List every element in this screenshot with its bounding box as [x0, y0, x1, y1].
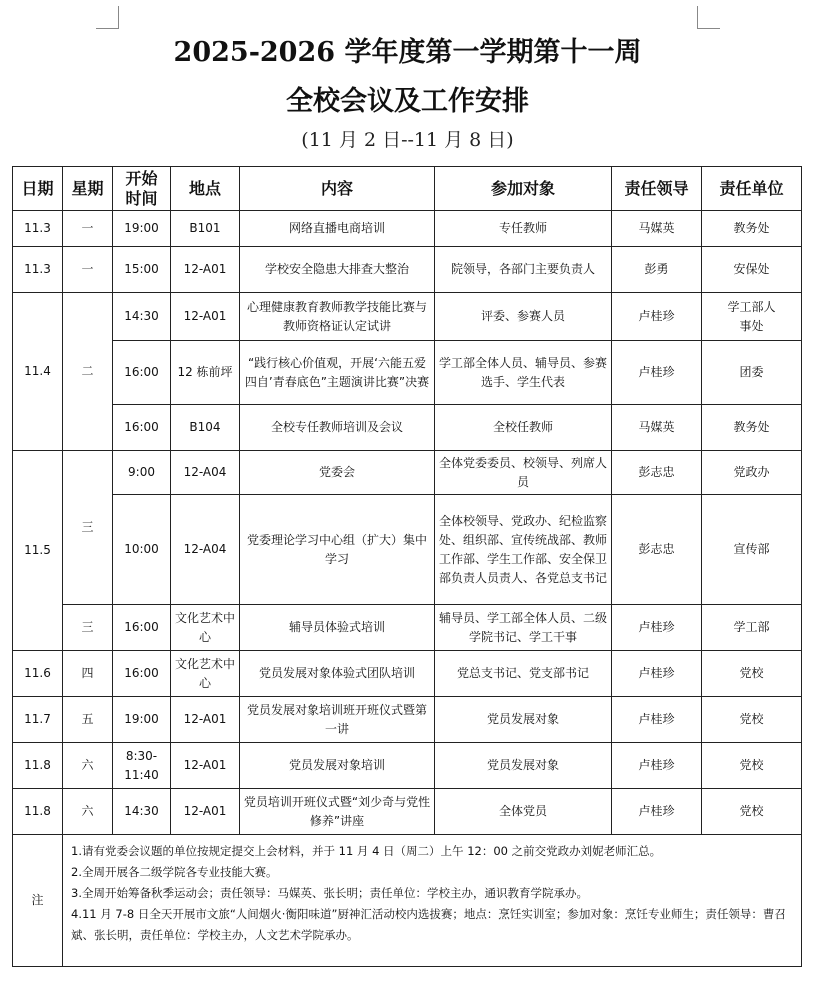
cell-time: 14:30 [113, 789, 171, 835]
cell-time: 8:30-11:40 [113, 743, 171, 789]
header-start-time: 开始时间 [113, 167, 171, 211]
header-unit: 责任单位 [702, 167, 802, 211]
cell-participants: 评委、参赛人员 [435, 293, 612, 341]
cell-content: 党员培训开班仪式暨“刘少奇与党性修养”讲座 [240, 789, 435, 835]
note-item: 2.全周开展各二级学院各专业技能大赛。 [71, 865, 278, 879]
crop-mark-top-left [96, 6, 119, 29]
cell-unit: 学工部 [702, 605, 802, 651]
cell-location: 文化艺术中心 [171, 651, 240, 697]
cell-weekday: 五 [63, 697, 113, 743]
cell-date: 11.3 [13, 211, 63, 247]
cell-participants: 党员发展对象 [435, 743, 612, 789]
cell-location: 12-A01 [171, 697, 240, 743]
table-row [13, 651, 802, 697]
header-content: 内容 [240, 167, 435, 211]
cell-leader: 卢桂珍 [612, 651, 702, 697]
cell-date: 11.6 [13, 651, 63, 697]
cell-unit: 学工部人事处 [702, 293, 802, 341]
cell-time: 16:00 [113, 605, 171, 651]
cell-participants: 全体校领导、党政办、纪检监察处、组织部、宣传统战部、教师工作部、学生工作部、安全保卫部负责人员责人、各党总支书记 [435, 495, 612, 605]
cell-weekday: 六 [63, 743, 113, 789]
note-item: 1.请有党委会议题的单位按规定提交上会材料，并于 11 月 4 日（周二）上午 12：00 之前交党政办刘妮老师汇总。 [71, 844, 662, 858]
cell-leader: 彭勇 [612, 247, 702, 293]
notes-label: 注 [13, 835, 63, 967]
cell-location: B104 [171, 405, 240, 451]
cell-weekday: 六 [63, 789, 113, 835]
date-range: (11 月 2 日--11 月 8 日) [301, 129, 514, 151]
table-row [13, 605, 802, 651]
cell-time: 16:00 [113, 341, 171, 405]
crop-mark-top-right [697, 6, 720, 29]
note-item: 4.11 月 7-8 日全天开展市文旅“人间烟火·衡阳味道”厨神汇活动校内选拔赛；地点：烹饪实训室；参加对象：烹饪专业师生；责任领导：曹召斌、张长明，责任单位：学校主办，人文艺术学院承办。 [71, 907, 786, 942]
cell-participants: 学工部全体人员、辅导员、参赛选手、学生代表 [435, 341, 612, 405]
cell-leader: 卢桂珍 [612, 293, 702, 341]
cell-unit: 党校 [702, 697, 802, 743]
cell-content: 党员发展对象培训班开班仪式暨第一讲 [240, 697, 435, 743]
table-row [13, 495, 802, 605]
cell-time: 10:00 [113, 495, 171, 605]
cell-unit: 党校 [702, 651, 802, 697]
cell-leader: 马媒英 [612, 211, 702, 247]
cell-weekday: 一 [63, 211, 113, 247]
cell-date: 11.3 [13, 247, 63, 293]
cell-participants: 全体党员 [435, 789, 612, 835]
note-item: 3.全周开始筹备秋季运动会；责任领导：马媒英、张长明；责任单位：学校主办，通识教育学院承办。 [71, 886, 588, 900]
table-row [13, 697, 802, 743]
cell-time: 15:00 [113, 247, 171, 293]
document-title: 2025-2026 学年度第一学期第十一周 [173, 37, 642, 68]
cell-content: “践行核心价值观，开展‘六能五爱四自’青春底色”主题演讲比赛”决赛 [240, 341, 435, 405]
cell-content: 党委会 [240, 451, 435, 495]
notes-cell [63, 835, 802, 967]
cell-participants: 院领导，各部门主要负责人 [435, 247, 612, 293]
cell-unit: 党校 [702, 789, 802, 835]
cell-time: 19:00 [113, 697, 171, 743]
table-row [13, 789, 802, 835]
cell-unit: 安保处 [702, 247, 802, 293]
table-row [13, 451, 802, 495]
cell-content: 学校安全隐患大排查大整治 [240, 247, 435, 293]
cell-date: 11.8 [13, 743, 63, 789]
cell-unit: 宣传部 [702, 495, 802, 605]
cell-content: 全校专任教师培训及会议 [240, 405, 435, 451]
cell-unit: 教务处 [702, 211, 802, 247]
cell-content: 党员发展对象培训 [240, 743, 435, 789]
table-row [13, 293, 802, 341]
cell-leader: 卢桂珍 [612, 743, 702, 789]
cell-location: 12-A01 [171, 247, 240, 293]
cell-location: 文化艺术中心 [171, 605, 240, 651]
cell-participants: 党员发展对象 [435, 697, 612, 743]
cell-time: 9:00 [113, 451, 171, 495]
cell-location: 12 栋前坪 [171, 341, 240, 405]
cell-unit: 党校 [702, 743, 802, 789]
cell-unit: 教务处 [702, 405, 802, 451]
cell-location: 12-A01 [171, 743, 240, 789]
header-participants: 参加对象 [435, 167, 612, 211]
cell-content: 党委理论学习中心组（扩大）集中学习 [240, 495, 435, 605]
cell-location: 12-A01 [171, 789, 240, 835]
cell-leader: 卢桂珍 [612, 697, 702, 743]
table-row [13, 743, 802, 789]
cell-time: 16:00 [113, 651, 171, 697]
cell-leader: 卢桂珍 [612, 789, 702, 835]
cell-date: 11.4 [13, 293, 63, 451]
cell-date: 11.8 [13, 789, 63, 835]
header-location: 地点 [171, 167, 240, 211]
cell-location: 12-A01 [171, 293, 240, 341]
table-row [13, 211, 802, 247]
cell-participants: 辅导员、学工部全体人员、二级学院书记、学工干事 [435, 605, 612, 651]
cell-leader: 马媒英 [612, 405, 702, 451]
cell-weekday: 三 [63, 605, 113, 651]
cell-content: 心理健康教育教师教学技能比赛与教师资格证认定试讲 [240, 293, 435, 341]
schedule-table [12, 166, 802, 967]
header-leader: 责任领导 [612, 167, 702, 211]
cell-time: 19:00 [113, 211, 171, 247]
table-row [13, 247, 802, 293]
cell-location: B101 [171, 211, 240, 247]
table-row [13, 405, 802, 451]
cell-leader: 彭志忠 [612, 495, 702, 605]
cell-weekday: 四 [63, 651, 113, 697]
cell-leader: 卢桂珍 [612, 341, 702, 405]
table-header-row [13, 167, 802, 211]
cell-date: 11.7 [13, 697, 63, 743]
cell-content: 辅导员体验式培训 [240, 605, 435, 651]
cell-unit: 团委 [702, 341, 802, 405]
cell-weekday: 二 [63, 293, 113, 451]
cell-time: 14:30 [113, 293, 171, 341]
notes-row [13, 835, 802, 967]
cell-content: 网络直播电商培训 [240, 211, 435, 247]
cell-participants: 全校任教师 [435, 405, 612, 451]
header-date: 日期 [13, 167, 63, 211]
cell-weekday: 一 [63, 247, 113, 293]
cell-leader: 彭志忠 [612, 451, 702, 495]
cell-participants: 党总支书记、党支部书记 [435, 651, 612, 697]
cell-unit: 党政办 [702, 451, 802, 495]
header-weekday: 星期 [63, 167, 113, 211]
cell-location: 12-A04 [171, 451, 240, 495]
cell-time: 16:00 [113, 405, 171, 451]
table-row [13, 341, 802, 405]
cell-participants: 全体党委委员、校领导、列席人员 [435, 451, 612, 495]
cell-content: 党员发展对象体验式团队培训 [240, 651, 435, 697]
cell-weekday: 三 [63, 451, 113, 605]
cell-participants: 专任教师 [435, 211, 612, 247]
cell-leader: 卢桂珍 [612, 605, 702, 651]
cell-location: 12-A04 [171, 495, 240, 605]
document-subtitle: 全校会议及工作安排 [286, 86, 529, 117]
cell-date: 11.5 [13, 451, 63, 651]
